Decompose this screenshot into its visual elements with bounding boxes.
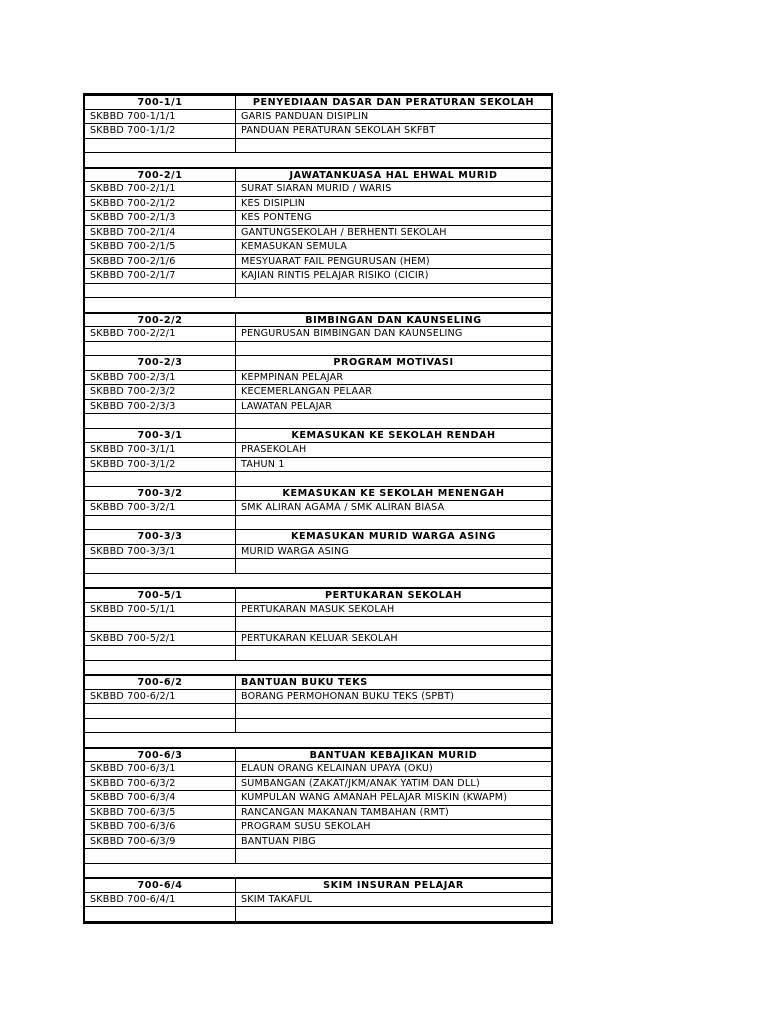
file-code (85, 864, 236, 878)
section-title: PROGRAM MOTIVASI (333, 357, 454, 368)
file-code: SKBBD 700-6/3/4 (85, 791, 236, 805)
file-title (236, 864, 551, 878)
file-code (85, 414, 236, 428)
section-header-row (85, 487, 551, 502)
file-row (85, 269, 551, 284)
file-title: KAJIAN RINTIS PELAJAR RISIKO (CICIR) (241, 270, 429, 281)
file-title (236, 719, 551, 733)
file-code: SKBBD 700-6/4/1 (85, 893, 236, 907)
file-code: SKBBD 700-6/3/2 (85, 777, 236, 791)
section-code: 700-3/1 (85, 429, 236, 443)
file-code (85, 153, 236, 167)
file-title (236, 646, 551, 660)
file-code: SKBBD 700-6/2/1 (85, 690, 236, 704)
file-code (85, 646, 236, 660)
file-row (85, 110, 551, 125)
file-title: RANCANGAN MAKANAN TAMBAHAN (RMT) (241, 806, 449, 818)
section-title: KEMASUKAN MURID WARGA ASING (290, 531, 497, 542)
file-title (236, 516, 551, 530)
file-title (236, 733, 551, 747)
spacer-row (85, 733, 551, 748)
file-title (236, 849, 551, 863)
section-header-row (85, 313, 551, 328)
file-code (85, 849, 236, 863)
file-row (85, 806, 551, 821)
file-code: SKBBD 700-1/1/2 (85, 124, 236, 138)
file-title (236, 574, 551, 588)
file-code: SKBBD 700-3/2/1 (85, 501, 236, 515)
file-code: SKBBD 700-2/1/4 (85, 226, 236, 240)
file-title: KECEMERLANGAN PELAAR (241, 386, 373, 397)
section-header-row (85, 675, 551, 690)
file-title: MESYUARAT FAIL PENGURUSAN (HEM) (241, 255, 430, 267)
section-header-row (85, 168, 551, 183)
file-row (85, 690, 551, 705)
empty-row (85, 704, 551, 719)
file-row (85, 240, 551, 255)
file-code: SKBBD 700-1/1/1 (85, 110, 236, 124)
file-index-table (83, 93, 553, 924)
section-header-row (85, 748, 551, 763)
file-row (85, 632, 551, 647)
file-code (85, 284, 236, 298)
file-code (85, 719, 236, 733)
file-title: MURID WARGA ASING (241, 545, 349, 557)
file-title (236, 907, 551, 921)
file-code (85, 472, 236, 486)
file-title: PANDUAN PERATURAN SEKOLAH SKFBT (241, 125, 436, 136)
file-row (85, 603, 551, 618)
file-code: SKBBD 700-6/3/6 (85, 820, 236, 834)
file-row (85, 893, 551, 908)
file-row (85, 791, 551, 806)
file-title: BANTUAN PIBG (241, 835, 316, 847)
section-code: 700-6/4 (85, 879, 236, 892)
file-row (85, 385, 551, 400)
file-title: PERTUKARAN KELUAR SEKOLAH (241, 632, 398, 644)
section-code: 700-5/1 (85, 589, 236, 602)
file-row (85, 400, 551, 415)
spacer-row (85, 153, 551, 168)
section-header-row (85, 588, 551, 603)
section-code: 700-1/1 (85, 96, 236, 109)
file-code: SKBBD 700-2/1/3 (85, 211, 236, 225)
file-code: SKBBD 700-2/3/1 (85, 371, 236, 385)
file-title (236, 559, 551, 573)
file-row (85, 762, 551, 777)
section-code: 700-3/2 (85, 487, 236, 501)
file-code: SKBBD 700-3/3/1 (85, 545, 236, 559)
file-title: GARIS PANDUAN DISIPLIN (241, 110, 369, 122)
file-row (85, 255, 551, 270)
file-title: PENGURUSAN BIMBINGAN DAN KAUNSELING (241, 328, 463, 339)
file-title: PERTUKARAN MASUK SEKOLAH (241, 603, 395, 615)
file-title: SURAT SIARAN MURID / WARIS (241, 183, 392, 194)
section-title: BIMBINGAN DAN KAUNSELING (305, 314, 482, 326)
file-code (85, 342, 236, 356)
empty-row (85, 139, 551, 154)
spacer-row (85, 574, 551, 589)
empty-row (85, 849, 551, 864)
file-code: SKBBD 700-5/2/1 (85, 632, 236, 646)
file-code: SKBBD 700-6/3/5 (85, 806, 236, 820)
section-title: PENYEDIAAN DASAR DAN PERATURAN SEKOLAH (252, 97, 535, 108)
file-code: SKBBD 700-6/3/9 (85, 835, 236, 849)
section-title: KEMASUKAN KE SEKOLAH RENDAH (291, 429, 496, 441)
file-code (85, 907, 236, 921)
file-title: KES DISIPLIN (241, 197, 306, 209)
file-code: SKBBD 700-2/3/3 (85, 400, 236, 414)
file-row (85, 226, 551, 241)
file-title (236, 414, 551, 428)
empty-row (85, 559, 551, 574)
empty-row (85, 284, 551, 299)
file-row (85, 777, 551, 792)
section-code: 700-6/2 (85, 676, 236, 689)
section-code: 700-2/3 (85, 356, 236, 370)
file-code (85, 559, 236, 573)
file-title: KUMPULAN WANG AMANAH PELAJAR MISKIN (KWAPM) (241, 792, 508, 803)
empty-row (85, 472, 551, 487)
section-title: JAWATANKUASA HAL EHWAL MURID (289, 169, 498, 181)
file-title: LAWATAN PELAJAR (241, 400, 333, 412)
spacer-row (85, 298, 551, 313)
file-row (85, 820, 551, 835)
file-code (85, 574, 236, 588)
file-code (85, 516, 236, 530)
file-row (85, 835, 551, 850)
file-code: SKBBD 700-2/1/1 (85, 182, 236, 196)
empty-row (85, 646, 551, 661)
file-code: SKBBD 700-6/3/1 (85, 762, 236, 776)
file-title (236, 704, 551, 718)
file-row (85, 197, 551, 212)
file-row (85, 545, 551, 560)
file-title: KES PONTENG (241, 212, 312, 223)
file-row (85, 182, 551, 197)
file-code (85, 617, 236, 631)
empty-row (85, 516, 551, 531)
spacer-row (85, 864, 551, 879)
file-code: SKBBD 700-2/1/6 (85, 255, 236, 269)
file-title (236, 139, 551, 153)
section-header-row (85, 356, 551, 371)
file-code: SKBBD 700-5/1/1 (85, 603, 236, 617)
file-title: KEPMPINAN PELAJAR (241, 371, 344, 383)
file-title: SMK ALIRAN AGAMA / SMK ALIRAN BIASA (241, 502, 445, 513)
file-title (236, 298, 551, 312)
empty-row (85, 342, 551, 357)
section-code: 700-6/3 (85, 749, 236, 762)
file-row (85, 501, 551, 516)
file-code: SKBBD 700-2/1/5 (85, 240, 236, 254)
section-title: KEMASUKAN KE SEKOLAH MENENGAH (282, 487, 505, 499)
file-title (236, 661, 551, 675)
file-row (85, 124, 551, 139)
file-title (236, 342, 551, 356)
section-code: 700-2/2 (85, 314, 236, 327)
file-code: SKBBD 700-3/1/1 (85, 443, 236, 457)
file-row (85, 327, 551, 342)
file-code (85, 298, 236, 312)
file-title: SUMBANGAN (ZAKAT/JKM/ANAK YATIM DAN DLL) (241, 777, 480, 789)
section-header-row (85, 530, 551, 545)
file-title: BORANG PERMOHONAN BUKU TEKS (SPBT) (241, 690, 455, 702)
section-title: BANTUAN BUKU TEKS (241, 677, 368, 688)
file-title (236, 617, 551, 631)
file-title: KEMASUKAN SEMULA (241, 241, 347, 252)
file-row (85, 443, 551, 458)
file-title (236, 284, 551, 298)
section-title: BANTUAN KEBAJIKAN MURID (309, 749, 478, 761)
file-row (85, 211, 551, 226)
file-code: SKBBD 700-2/1/2 (85, 197, 236, 211)
file-code (85, 139, 236, 153)
empty-row (85, 907, 551, 922)
empty-row (85, 414, 551, 429)
section-code: 700-3/3 (85, 530, 236, 544)
empty-row (85, 719, 551, 734)
file-title: TAHUN 1 (241, 458, 285, 470)
file-code: SKBBD 700-2/2/1 (85, 327, 236, 341)
file-code: SKBBD 700-2/3/2 (85, 385, 236, 399)
file-title: PROGRAM SUSU SEKOLAH (241, 821, 371, 832)
file-code: SKBBD 700-3/1/2 (85, 458, 236, 472)
file-title: PRASEKOLAH (241, 444, 307, 455)
file-code (85, 733, 236, 747)
section-header-row (85, 878, 551, 893)
file-title (236, 472, 551, 486)
section-code: 700-2/1 (85, 169, 236, 182)
file-row (85, 371, 551, 386)
empty-row (85, 617, 551, 632)
file-title: ELAUN ORANG KELAINAN UPAYA (OKU) (241, 763, 433, 774)
file-code: SKBBD 700-2/1/7 (85, 269, 236, 283)
spacer-row (85, 661, 551, 676)
file-title (236, 153, 551, 167)
section-title: SKIM INSURAN PELAJAR (323, 880, 464, 891)
section-title: PERTUKARAN SEKOLAH (325, 590, 462, 601)
file-row (85, 458, 551, 473)
file-code (85, 704, 236, 718)
file-title: SKIM TAKAFUL (241, 893, 313, 905)
section-header-row (85, 429, 551, 444)
section-header-row (85, 95, 551, 110)
file-code (85, 661, 236, 675)
file-title: GANTUNGSEKOLAH / BERHENTI SEKOLAH (241, 226, 447, 238)
